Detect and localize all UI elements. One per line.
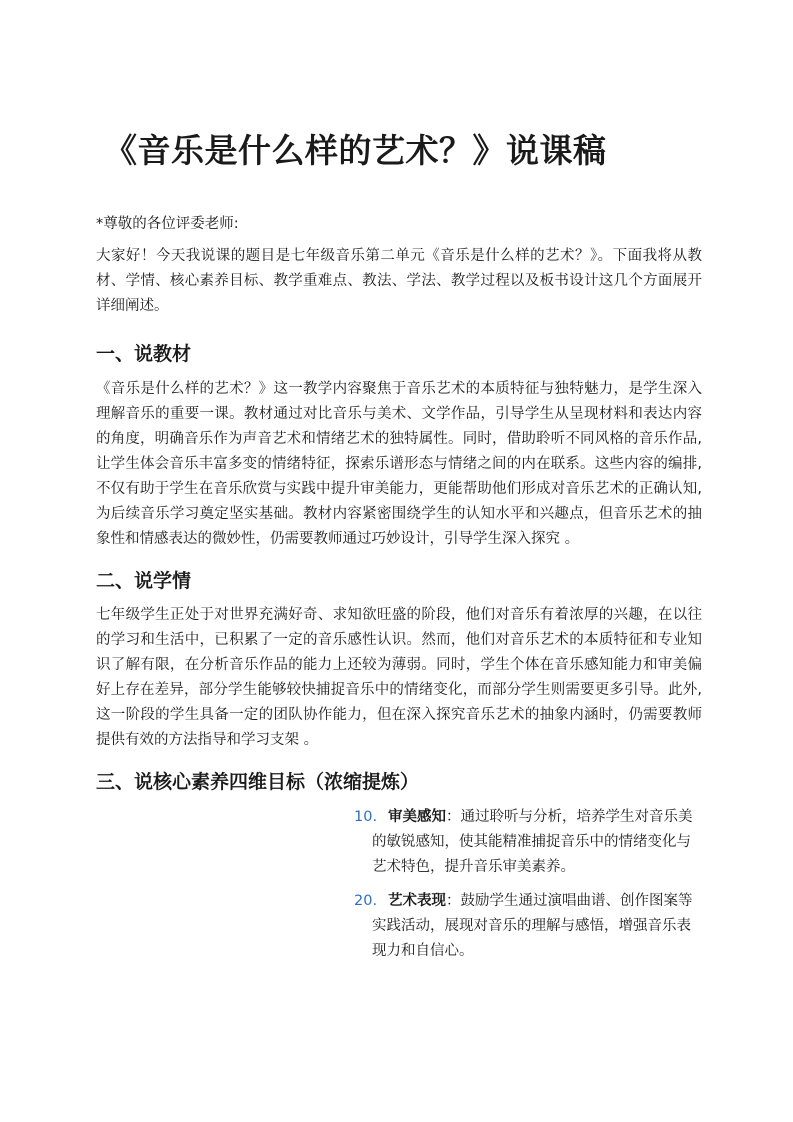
- list-item: [356, 889, 702, 964]
- goal-text: [372, 805, 702, 880]
- goal-description: 通过聆听与分析，培养学生对音乐美的敏锐感知，使其能精准捕捉音乐中的情绪变化与艺术特色，提升音乐审美素养。: [372, 809, 693, 875]
- intro-paragraph: 大家好！今天我说课的题目是七年级音乐第二单元《音乐是什么样的艺术？》。下面我将从教材、学情、核心素养目标、教学重难点、教法、学法、教学过程以及板书设计这几个方面展开详细阐述。: [96, 248, 702, 314]
- list-number: 10.: [354, 809, 378, 825]
- section-body-textbook: 《音乐是什么样的艺术？》这一教学内容聚焦于音乐艺术的本质特征与独特魅力，是学生深入理解音乐的重要一课。教材通过对比音乐与美术、文学作品，引导学生从呈现材料和表达内容的角度，明确音乐作为声音艺术和情绪艺术的独特属性。同时，借助聆听不同风格的音乐作品,让学生体会音乐丰富多变的情绪特征，探索乐谱形态与情绪之间的内在联系。这些内容的编排,不仅有助于学生在音乐欣赏与实践中提升审美能力，更能帮助他们形成对音乐艺术的正确认知,为后续音乐学习奠定坚实基础。教材内容紧密围绕学生的认知水平和兴趣点，但音乐艺术的抽象性和情感表达的微妙性，仍需要教师通过巧妙设计，引导学生深入探究 。: [96, 381, 702, 547]
- document-title: 《音乐是什么样的艺术？》说课稿: [104, 131, 607, 170]
- core-goals-list: [356, 805, 702, 973]
- section-heading-textbook: 一、说教材: [96, 343, 192, 365]
- goal-text: [372, 889, 702, 964]
- goal-separator: ：: [446, 893, 461, 909]
- greeting-line: *尊敬的各位评委老师:: [96, 216, 239, 232]
- list-item: [356, 805, 702, 880]
- goal-separator: ：: [446, 809, 461, 825]
- goal-term: 审美感知: [388, 809, 446, 825]
- goal-term: 艺术表现: [388, 893, 446, 909]
- goal-description: 鼓励学生通过演唱曲谱、创作图案等实践活动，展现对音乐的理解与感悟，增强音乐表现力和自信心。: [372, 893, 693, 959]
- section-heading-core-goals: 三、说核心素养四维目标（浓缩提炼）: [96, 771, 420, 793]
- section-body-students: 七年级学生正处于对世界充满好奇、求知欲旺盛的阶段，他们对音乐有着浓厚的兴趣，在以往的学习和生活中，已积累了一定的音乐感性认识。然而，他们对音乐艺术的本质特征和专业知识了解有限，在分析音乐作品的能力上还较为薄弱。同时，学生个体在音乐感知能力和审美偏好上存在差异，部分学生能够较快捕捉音乐中的情绪变化，而部分学生则需要更多引导。此外,这一阶段的学生具备一定的团队协作能力，但在深入探究音乐艺术的抽象内涵时，仍需要教师提供有效的方法指导和学习支架 。: [96, 607, 702, 748]
- list-number: 20.: [354, 893, 378, 909]
- section-heading-students: 二、说学情: [96, 570, 192, 592]
